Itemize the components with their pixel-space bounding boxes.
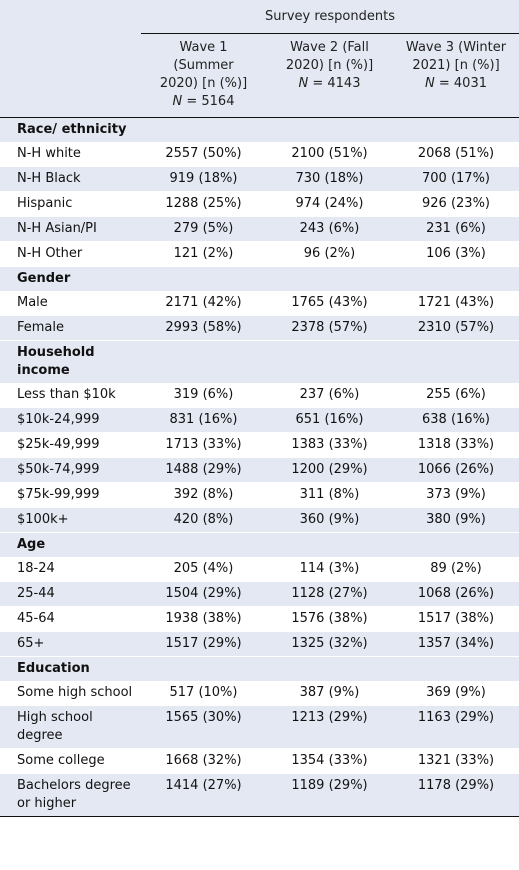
- wave-3-value: 89 (2%): [430, 561, 482, 576]
- row-label: $100k+: [0, 508, 141, 533]
- wave-2-value: 2100 (51%): [291, 146, 368, 161]
- header-empty-cell: [0, 0, 141, 34]
- wave-2-value: 1128 (27%): [266, 582, 393, 607]
- wave-1-label: Wave 1 (Summer 2020) [n (%)]: [159, 40, 248, 91]
- table-row: [0, 632, 519, 657]
- table-row: [0, 408, 519, 433]
- wave-2-value: 360 (9%): [266, 508, 393, 533]
- wave-2-value: 1383 (33%): [291, 437, 368, 452]
- section-header-row: [0, 657, 519, 682]
- table-row: [0, 483, 519, 508]
- section-header-row: [0, 267, 519, 292]
- wave-3-value: 369 (9%): [426, 685, 486, 700]
- wave-2-header: [266, 34, 393, 118]
- wave-3-value: 1321 (33%): [417, 753, 495, 768]
- wave-3-label: Wave 3 (Winter 2021) [n (%)]: [405, 40, 507, 73]
- header-group-label: Survey respondents: [265, 8, 395, 24]
- wave-3-value: 1178 (29%): [393, 774, 519, 817]
- wave-3-value: 1066 (26%): [393, 458, 519, 483]
- wave-1-value: 1565 (30%): [141, 706, 266, 749]
- row-label: Some college: [17, 753, 105, 768]
- wave-2-value: 237 (6%): [299, 387, 360, 402]
- wave-2-label: Wave 2 (Fall 2020) [n (%)]: [285, 40, 374, 73]
- row-label: 18-24: [17, 561, 55, 576]
- wave-3-value: 1318 (33%): [417, 437, 495, 452]
- table-row: [0, 192, 519, 217]
- wave-2-value: 114 (3%): [299, 561, 360, 576]
- row-label: Less than $10k: [17, 387, 116, 402]
- wave-3-value: 2068 (51%): [417, 146, 495, 161]
- wave-1-value: 1938 (38%): [165, 611, 242, 626]
- wave-1-value: 1414 (27%): [141, 774, 266, 817]
- wave-2-value: 311 (8%): [299, 487, 360, 502]
- wave-1-n: N = 5164: [172, 94, 235, 109]
- wave-2-value: 730 (18%): [266, 167, 393, 192]
- section-title: Education: [0, 657, 519, 682]
- row-label: 65+: [0, 632, 141, 657]
- wave-3-n: N = 4031: [425, 76, 487, 91]
- table-row: [0, 706, 519, 749]
- wave-1-value: 1504 (29%): [141, 582, 266, 607]
- wave-2-n: N = 4143: [298, 76, 361, 91]
- table-row: [0, 458, 519, 483]
- wave-1-value: 2557 (50%): [165, 146, 242, 161]
- table-row: [0, 217, 519, 242]
- table-row: [0, 607, 519, 632]
- table-body: [0, 118, 519, 817]
- row-label: Female: [0, 316, 141, 341]
- wave-3-value: 1517 (38%): [417, 611, 495, 626]
- wave-1-value: 392 (8%): [173, 487, 234, 502]
- wave-1-value: 2171 (42%): [165, 295, 242, 310]
- wave-1-value: 919 (18%): [141, 167, 266, 192]
- wave-2-value: 243 (6%): [266, 217, 393, 242]
- table-row: [0, 291, 519, 316]
- section-header-row: [0, 533, 519, 558]
- wave-2-value: 974 (24%): [295, 196, 364, 211]
- section-header-row: [0, 341, 519, 384]
- header-wave-row: [0, 34, 519, 118]
- table-row: [0, 582, 519, 607]
- table-row: [0, 557, 519, 582]
- row-label: $50k-74,999: [0, 458, 141, 483]
- table-row: [0, 774, 519, 817]
- wave-3-value: 373 (9%): [426, 487, 486, 502]
- table-row: [0, 383, 519, 408]
- wave-2-value: 1325 (32%): [266, 632, 393, 657]
- wave-2-value: 651 (16%): [266, 408, 393, 433]
- wave-1-value: 121 (2%): [173, 246, 234, 261]
- wave-2-value: 1189 (29%): [266, 774, 393, 817]
- wave-1-value: 1668 (32%): [165, 753, 242, 768]
- wave-1-value: 1713 (33%): [165, 437, 242, 452]
- row-label: $25k-49,999: [17, 437, 100, 452]
- wave-1-value: 319 (6%): [173, 387, 234, 402]
- table-row: [0, 508, 519, 533]
- row-label: N-H Other: [17, 246, 83, 261]
- wave-3-value: 700 (17%): [393, 167, 519, 192]
- wave-2-value: 387 (9%): [299, 685, 360, 700]
- wave-1-header: [141, 34, 266, 118]
- section-title: Race/ ethnicity: [0, 118, 519, 143]
- wave-3-value: 926 (23%): [422, 196, 490, 211]
- table-row: [0, 167, 519, 192]
- row-label: N-H white: [17, 146, 81, 161]
- section-title: Age: [0, 533, 519, 558]
- wave-3-value: 1357 (34%): [393, 632, 519, 657]
- wave-1-value: 1488 (29%): [141, 458, 266, 483]
- table-row: [0, 242, 519, 267]
- wave-3-value: 1721 (43%): [417, 295, 495, 310]
- wave-1-value: 1517 (29%): [141, 632, 266, 657]
- wave-3-value: 106 (3%): [426, 246, 486, 261]
- wave-3-value: 2310 (57%): [393, 316, 519, 341]
- wave-3-value: 1068 (26%): [393, 582, 519, 607]
- section-header-row: [0, 118, 519, 143]
- wave-1-value: 205 (4%): [173, 561, 234, 576]
- wave-3-value: 380 (9%): [393, 508, 519, 533]
- wave-1-value: 2993 (58%): [141, 316, 266, 341]
- table-row: [0, 142, 519, 167]
- table-row: [0, 749, 519, 774]
- wave-2-value: 1354 (33%): [291, 753, 368, 768]
- table-row: [0, 681, 519, 706]
- header-group-row: [0, 0, 519, 34]
- row-label: Male: [17, 295, 48, 310]
- wave-2-value: 1576 (38%): [291, 611, 368, 626]
- row-label: $75k-99,999: [17, 487, 100, 502]
- wave-1-value: 1288 (25%): [165, 196, 242, 211]
- wave-3-header: [393, 34, 519, 118]
- table-row: [0, 316, 519, 341]
- table-row: [0, 433, 519, 458]
- wave-3-value: 231 (6%): [393, 217, 519, 242]
- wave-2-value: 1213 (29%): [266, 706, 393, 749]
- wave-2-value: 1200 (29%): [266, 458, 393, 483]
- wave-1-value: 831 (16%): [141, 408, 266, 433]
- wave-3-value: 1163 (29%): [393, 706, 519, 749]
- row-label: 45-64: [17, 611, 55, 626]
- row-label: Bachelors degree or higher: [0, 774, 141, 817]
- row-label: Some high school: [17, 685, 133, 700]
- wave-2-value: 96 (2%): [303, 246, 356, 261]
- row-label: N-H Black: [0, 167, 141, 192]
- wave-3-value: 638 (16%): [393, 408, 519, 433]
- row-label: Hispanic: [17, 196, 73, 211]
- row-label: N-H Asian/PI: [0, 217, 141, 242]
- row-label: High school degree: [0, 706, 141, 749]
- section-title: Household income: [0, 341, 519, 384]
- wave-2-value: 1765 (43%): [291, 295, 368, 310]
- row-label: 25-44: [0, 582, 141, 607]
- row-label: $10k-24,999: [0, 408, 141, 433]
- header-empty-cell: [0, 34, 141, 118]
- section-title: Gender: [0, 267, 519, 292]
- wave-3-value: 255 (6%): [426, 387, 486, 402]
- wave-2-value: 2378 (57%): [266, 316, 393, 341]
- wave-1-value: 420 (8%): [141, 508, 266, 533]
- wave-1-value: 517 (10%): [169, 685, 238, 700]
- wave-1-value: 279 (5%): [141, 217, 266, 242]
